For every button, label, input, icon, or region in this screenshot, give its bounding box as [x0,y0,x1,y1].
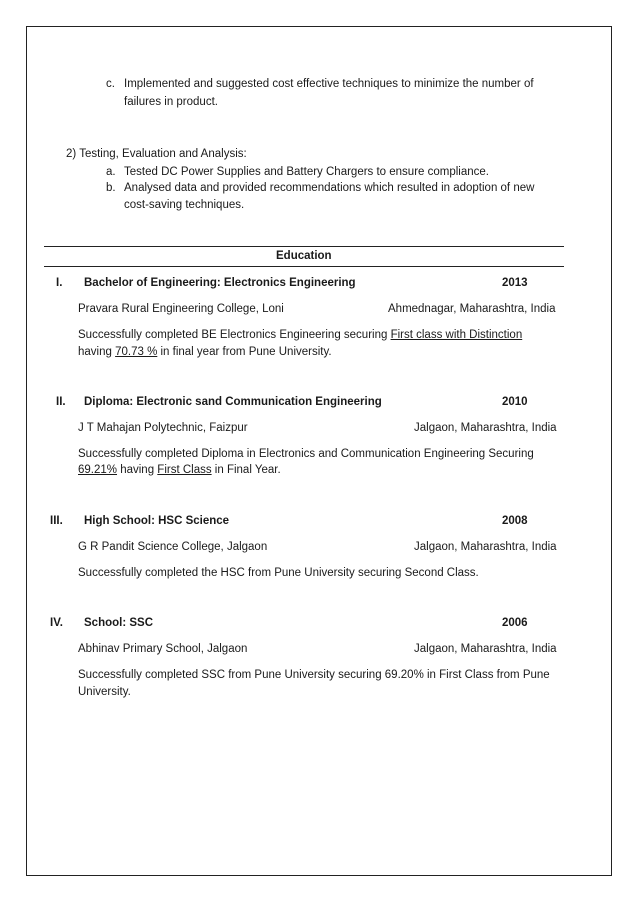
entry-degree: School: SSC [84,617,154,629]
entry-year: 2006 [502,617,528,629]
desc-text: having [117,464,158,476]
list-item-text: failures in product. [124,96,218,108]
section-rule-top [44,246,564,247]
entry-location: Jalgaon, Maharashtra, India [414,422,557,434]
section-heading: 2) Testing, Evaluation and Analysis: [66,148,247,160]
entry-description-line [78,329,522,341]
desc-underlined: 70.73 % [115,346,158,358]
list-item-text: Analysed data and provided recommendations which resulted in adoption of new [124,182,535,194]
entry-institution: Abhinav Primary School, Jalgaon [78,643,248,655]
entry-description-line: Successfully completed SSC from Pune University securing 69.20% in First Class from Pune [78,669,550,681]
entry-description-line: University. [78,686,131,698]
entry-description-line: Successfully completed the HSC from Pune University securing Second Class. [78,567,479,579]
entry-location: Jalgaon, Maharashtra, India [414,643,557,655]
list-marker: a. [106,166,116,178]
list-marker: c. [106,78,115,90]
list-item-text: Implemented and suggested cost effective techniques to minimize the number of [124,78,534,90]
list-item-text: cost-saving techniques. [124,199,245,211]
list-item-text: Tested DC Power Supplies and Battery Chargers to ensure compliance. [124,166,489,178]
section-rule-bottom [44,266,564,267]
entry-description-line [78,464,281,476]
desc-underlined: 69.21% [78,464,118,476]
entry-year: 2010 [502,396,528,408]
entry-institution: G R Pandit Science College, Jalgaon [78,541,268,553]
desc-text: in Final Year. [211,464,281,476]
entry-degree: Bachelor of Engineering: Electronics Engineering [84,277,356,289]
entry-year: 2013 [502,277,528,289]
entry-institution: J T Mahajan Polytechnic, Faizpur [78,422,248,434]
entry-location: Ahmednagar, Maharashtra, India [388,303,556,315]
list-marker: b. [106,182,116,194]
entry-institution: Pravara Rural Engineering College, Loni [78,303,284,315]
entry-year: 2008 [502,515,528,527]
desc-text: having [78,346,116,358]
entry-location: Jalgaon, Maharashtra, India [414,541,557,553]
entry-numeral: II. [56,396,66,408]
entry-numeral: I. [56,277,63,289]
education-title: Education [276,250,332,262]
desc-text: in final year from Pune University. [157,346,332,358]
entry-description-line: Successfully completed Diploma in Electronics and Communication Engineering Securing [78,448,534,460]
entry-numeral: III. [50,515,63,527]
desc-underlined: First class with Distinction [390,329,523,341]
desc-underlined: First Class [157,464,212,476]
entry-degree: Diploma: Electronic sand Communication Engineering [84,396,382,408]
entry-description-line [78,346,332,358]
desc-text: Successfully completed BE Electronics Engineering securing [78,329,391,341]
entry-numeral: IV. [50,617,64,629]
entry-degree: High School: HSC Science [84,515,230,527]
